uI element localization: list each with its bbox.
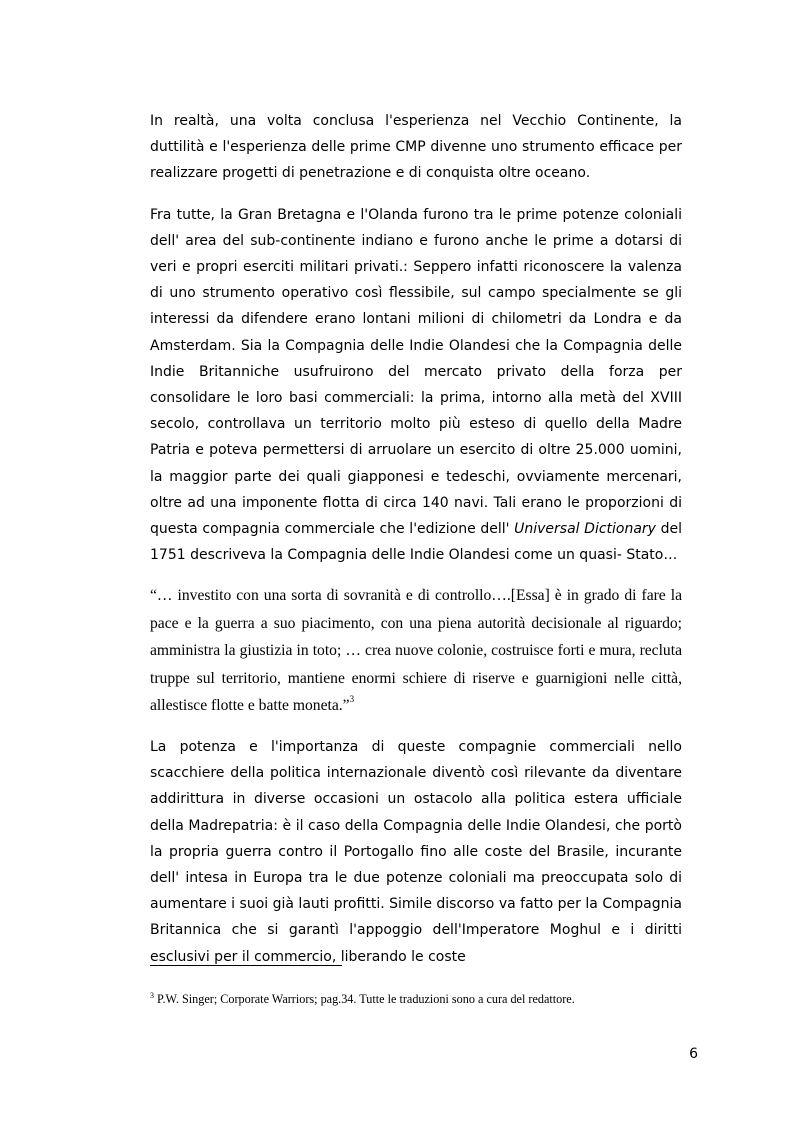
universal-dictionary-title: Universal Dictionary [514,521,656,538]
paragraph-companies-power: La potenza e l'importanza di queste compagnie commerciali nello scacchiere della politica internazionale diventò così rilevante da diventare addirittura in diverse occasioni un ostacolo alla politica estera ufficiale della Madrepatria: è il caso della Compagnia delle Indie Olandesi, che portò la propria guerra contro il Portogallo fino alle coste del Brasile, incurante dell' intesa in Europa tra le due potenze coloniali ma preoccupata solo di aumentare i suoi già lauti profitti. Simile discorso va fatto per la Compagnia Britannica che si garantì l'appoggio dell'Imperatore Moghul e i diritti esclusivi per il commercio, liberando le coste [150,738,682,965]
page-number: 6 [689,1046,698,1062]
footnote [150,991,690,1007]
footnote-separator [150,965,342,966]
paragraph-intro: In realtà, una volta conclusa l'esperienza nel Vecchio Continente, la duttilità e l'esperienza delle prime CMP divenne uno strumento efficace per realizzare progetti di penetrazione e di conquista oltre oceano. [150,113,682,182]
paragraph-colonial-powers-text: Fra tutte, la Gran Bretagna e l'Olanda furono tra le prime potenze coloniali dell' area del sub-continente indiano e furono anche le prime a dotarsi di veri e propri eserciti militari privati.: Seppero infatti riconoscere la valenza di uno strumento operativo così flessibile, sul campo specialmente se gli interessi da difendere erano lontani milioni di chilometri da Londra e da Amsterdam. Sia la Compagnia delle Indie Olandesi che la Compagnia delle Indie Britanniche usufruirono del mercato privato della forza per consolidare le loro basi commerciali: la prima, intorno alla metà del XVIII secolo, controllava un territorio molto più esteso di quello della Madre Patria e poteva permettersi di arruolare un esercito di oltre 25.000 uomini, la maggior parte dei quali giapponesi e tedeschi, ovviamente mercenari, oltre ad una imponente flotta di circa 140 navi. Tali erano le proporzioni di questa compagnia commerciale che l'edizione dell' [150,206,682,538]
quote-text: “… investito con una sorta di sovranità e di controllo….[Essa] è in grado di fare la pace e la guerra a suo piacimento, con una piena autorità decisionale al riguardo; amministra la giustizia in toto; … crea nuove colonie, costruisce forti e mura, recluta truppe sul territorio, mantiene enormi schiere di riserve e guarnigioni nelle città, allestisce flotte e batte moneta.” [150,587,682,715]
paragraph-colonial-powers-end: del 1751 descriveva la Compagnia delle Indie Olandesi come un quasi- Stato… [150,521,683,564]
footnote-ref[interactable]: 3 [349,694,355,705]
page-body [150,108,682,970]
paragraph-colonial-powers [150,202,682,569]
footnote-text: P.W. Singer; Corporate Warriors; pag.34. Tutte le traduzioni sono a cura del redattore. [154,992,575,1006]
footnote-number: 3 [150,990,154,1000]
block-quote [150,582,682,720]
